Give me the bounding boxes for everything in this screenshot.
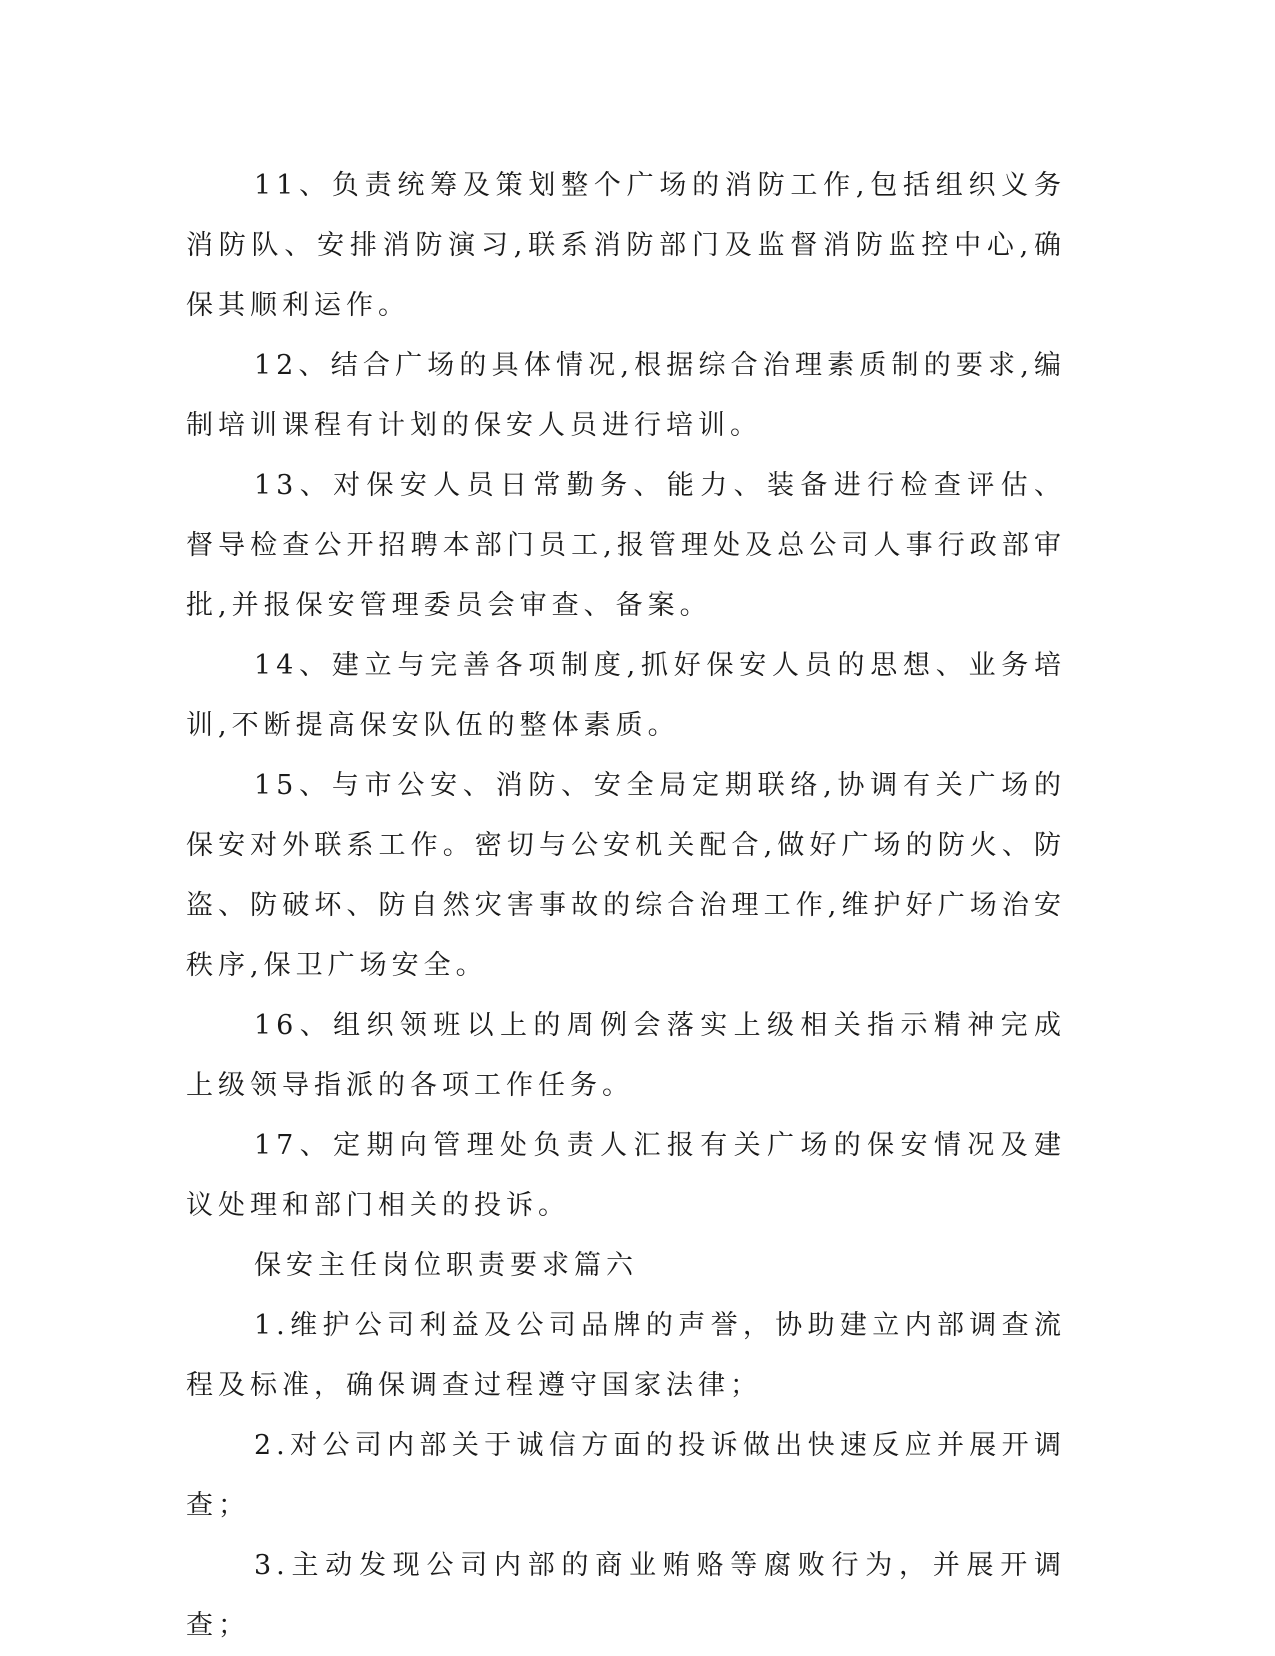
section-heading: 保安主任岗位职责要求篇六 xyxy=(254,1250,638,1281)
paragraph-14: 14、建立与完善各项制度,抓好保安人员的思想、业务培训,不断提高保安队伍的整体素质。 xyxy=(186,650,1066,741)
paragraph-15: 15、与市公安、消防、安全局定期联络,协调有关广场的保安对外联系工作。密切与公安机关配合,做好广场的防火、防盗、防破坏、防自然灾害事故的综合治理工作,维护好广场治安秩序,保卫广场安全。 xyxy=(186,770,1066,981)
list-item-3: 3.主动发现公司内部的商业贿赂等腐败行为，并展开调查； xyxy=(186,1550,1066,1641)
list-item-1: 1.维护公司利益及公司品牌的声誉，协助建立内部调查流程及标准，确保调查过程遵守国家法律； xyxy=(186,1310,1066,1401)
paragraph-16: 16、组织领班以上的周例会落实上级相关指示精神完成上级领导指派的各项工作任务。 xyxy=(186,1010,1066,1101)
list-item-2: 2.对公司内部关于诚信方面的投诉做出快速反应并展开调查； xyxy=(186,1430,1066,1521)
paragraph-17: 17、定期向管理处负责人汇报有关广场的保安情况及建议处理和部门相关的投诉。 xyxy=(186,1130,1066,1221)
paragraph-11: 11、负责统筹及策划整个广场的消防工作,包括组织义务消防队、安排消防演习,联系消防部门及监督消防监控中心,确保其顺利运作。 xyxy=(186,170,1066,321)
paragraph-12: 12、结合广场的具体情况,根据综合治理素质制的要求,编制培训课程有计划的保安人员进行培训。 xyxy=(186,350,1066,441)
paragraph-13: 13、对保安人员日常勤务、能力、装备进行检查评估、督导检查公开招聘本部门员工,报管理处及总公司人事行政部审批,并报保安管理委员会审查、备案。 xyxy=(186,470,1066,621)
document-body xyxy=(186,156,1066,1656)
